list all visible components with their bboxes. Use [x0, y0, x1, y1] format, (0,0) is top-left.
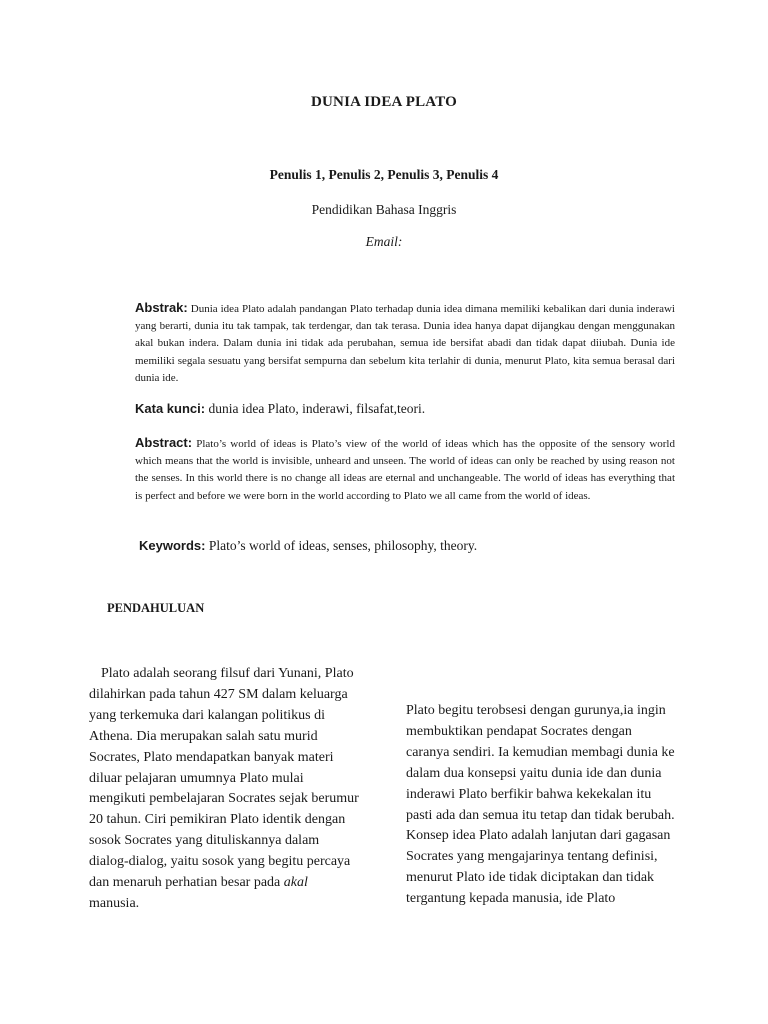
- affiliation: Pendidikan Bahasa Inggris: [311, 202, 457, 217]
- kata-kunci-section: [135, 401, 425, 417]
- email-label: Email:: [365, 234, 403, 249]
- kata-kunci-text: dunia idea Plato, inderawi, filsafat,teori.: [208, 401, 426, 416]
- body-left-column: [89, 664, 361, 915]
- paper-title: DUNIA IDEA PLATO: [310, 94, 457, 110]
- left-text-italic: akal: [283, 875, 308, 891]
- left-text-end: manusia.: [89, 895, 140, 911]
- body-left-paragraph: [89, 664, 361, 915]
- author-list: Penulis 1, Penulis 2, Penulis 3, Penulis 4: [269, 167, 499, 182]
- abstrak-section: [135, 299, 675, 387]
- keywords-section: [139, 538, 477, 554]
- body-right-paragraph: Plato begitu terobsesi dengan gurunya,ia ingin membuktikan pendapat Socrates dengan caranya sendiri. Ia kemudian membagi dunia ke dalam dua konsepsi yaitu dunia ide dan dunia inderawi Plato berfikir bahwa kekekalan itu pasti ada dan semua itu tetap dan tidak berubah. Konsep idea Plato adalah lanjutan dari gagasan Socrates yang mengajarinya tentang definisi, menurut Plato ide tidak diciptakan dan tidak tergantung kepada manusia, ide Plato: [406, 703, 675, 907]
- abstract-en-text: Plato’s world of ideas is Plato’s view of the world of ideas which has the opposite of the sensory world which means that the world is invisible, unheard and unseen. The world of ideas can only be reached by using reason not the senses. In this world there is no change all ideas are eternal and unchangeable. The world of ideas has everything that is perfect and before we were born in the world according to Plato we all came from the world of ideas.: [135, 438, 675, 502]
- left-text-main: Plato adalah seorang filsuf dari Yunani, Plato dilahirkan pada tahun 427 SM dalam keluarga yang terkemuka dari kalangan politikus di Athena. Dia merupakan salah satu murid Socrates, Plato mendapatkan banyak materi diluar pelajaran umumnya Plato mulai mengikuti pembelajaran Socrates sejak berumur 20 tahun. Ciri pemikiran Plato identik dengan sosok Socrates yang dituliskannya dalam dialog-dialog, yaitu sosok yang begitu percaya dan menaruh perhatian besar pada: [89, 666, 359, 891]
- abstract-en-label: Abstract:: [135, 435, 193, 450]
- body-right-column: [406, 701, 678, 910]
- abstrak-label: Abstrak:: [135, 300, 188, 315]
- abstrak-text: Dunia idea Plato adalah pandangan Plato terhadap dunia idea dimana memiliki kebalikan dari dunia inderawi yang berarti, dunia itu tak tampak, tak terdengar, dan tak terasa. Dunia idea hanya dapat dijangkau dengan menggunakan akal bukan indera. Dalam dunia ini tidak ada perubahan, semua ide bersifat abadi dan tidak dapat diiubah. Dunia ide memiliki segala sesuatu yang bersifat sempurna dan sebelum kita terlahir di dunia, menurut Plato, kita semua berasal dari dunia ide.: [135, 303, 675, 384]
- keywords-text: Plato’s world of ideas, senses, philosophy, theory.: [208, 538, 478, 553]
- section-heading: PENDAHULUAN: [107, 601, 205, 615]
- keywords-label: Keywords:: [139, 538, 206, 553]
- kata-kunci-label: Kata kunci:: [135, 401, 206, 416]
- abstract-en-section: [135, 434, 675, 505]
